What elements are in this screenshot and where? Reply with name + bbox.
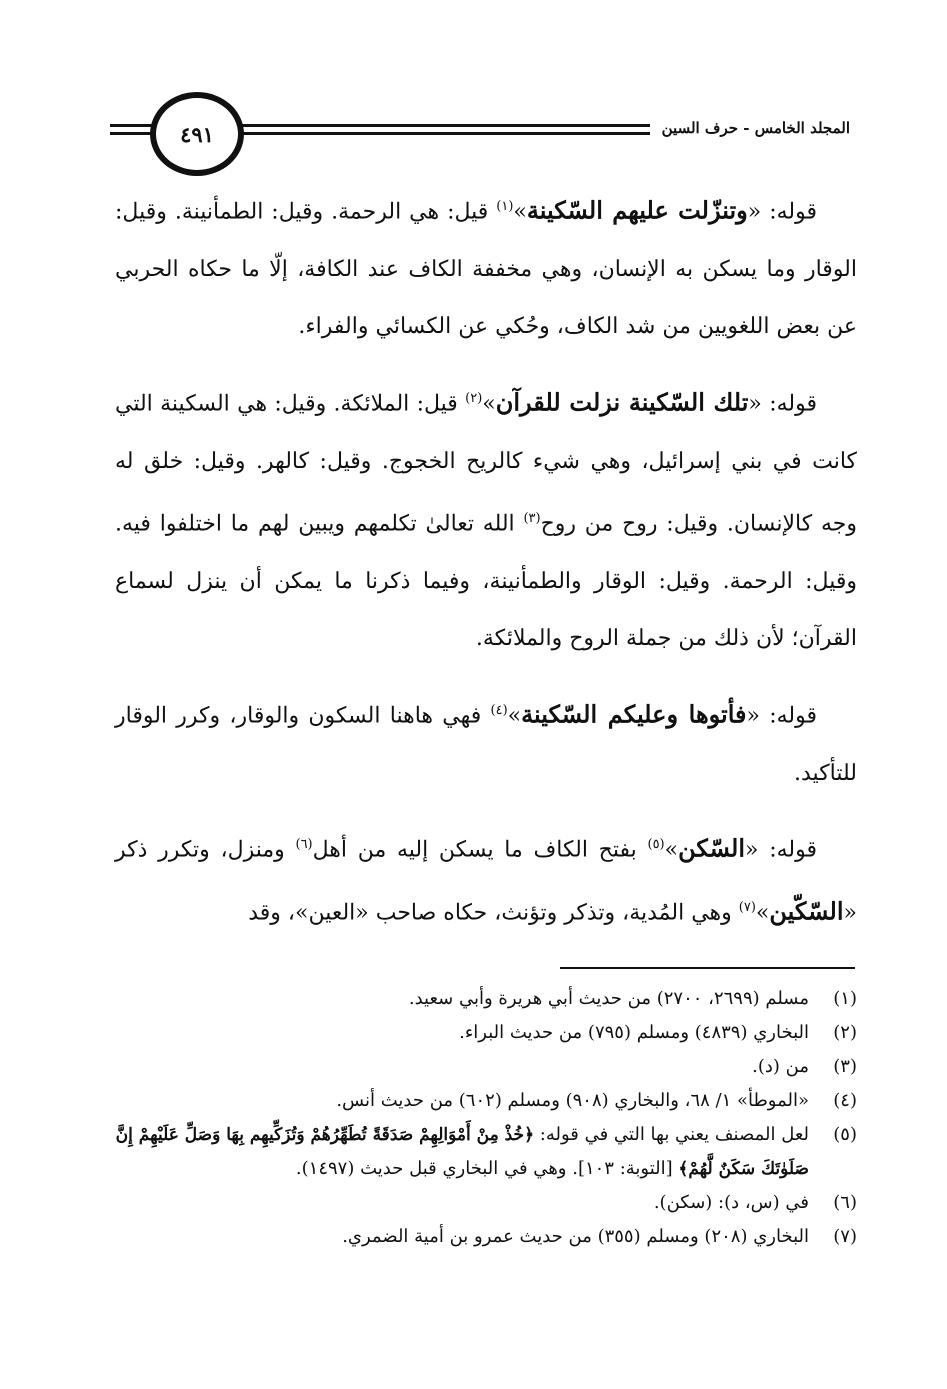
quran-quote: وتنزّلت عليهم السّكينة — [526, 195, 748, 225]
text-run: » — [507, 703, 522, 729]
text-run: » — [664, 837, 679, 863]
text-run: بفتح الكاف ما يسكن إليه من أهل — [312, 837, 648, 863]
footnote-text: «الموطأ» ١/ ٦٨، والبخاري (٩٠٨) ومسلم (٦٠٢) من حديث أنس. — [336, 1090, 809, 1111]
paragraph — [115, 370, 857, 668]
text-run: الله تعالىٰ تكلمهم ويبين لهم ما اختلفوا فيه. وقيل: الرحمة. وقيل: الوقار والطمأنينة، وفيما ذكرنا ما يمكن أن ينزل لسماع القرآن؛ لأن ذلك من جملة الروح والملائكة. — [115, 511, 857, 652]
quran-quote: ﴿خُذْ مِنْ أَمْوَالِهِمْ صَدَقَةً تُطَهِّرُهُمْ وَتُزَكِّيهِم بِهَا وَصَلِّ عَلَيْهِمْ إِنَّ صَلَوٰتَكَ سَكَنٌ لَّهُمْ﴾ — [115, 1125, 809, 1179]
page-number-badge — [150, 92, 244, 176]
footnote-number: (٢) — [833, 1022, 857, 1043]
text-run: ومنزل، وتكرر ذكر « — [115, 837, 857, 926]
text-run: » — [482, 391, 496, 417]
footnote-ref: (٥) — [647, 837, 665, 853]
footnote-number: (٦) — [833, 1192, 857, 1213]
footnote-ref: (٣) — [523, 511, 541, 527]
page-header — [110, 92, 850, 172]
footnote — [115, 1186, 857, 1220]
footnote-number: (٥) — [833, 1124, 857, 1145]
hadith-quote: فأتوها وعليكم السّكينة — [521, 699, 747, 729]
text-run: لعل المصنف يعني بها التي في قوله: — [534, 1124, 809, 1145]
footnote-separator — [560, 967, 855, 969]
footnote-ref: (٤) — [490, 702, 508, 718]
text-run: فهي هاهنا السكون والوقار، وكرر الوقار للتأكيد. — [115, 703, 857, 786]
footnote — [115, 1050, 857, 1084]
footnote-text: مسلم (٢٦٩٩، ٢٧٠٠) من حديث أبي هريرة وأبي سعيد. — [408, 988, 809, 1009]
running-title: المجلد الخامس - حرف السين — [650, 114, 850, 142]
quran-quote: تلك السّكينة نزلت للقرآن — [495, 387, 749, 417]
text-run: » — [755, 900, 770, 926]
footnote-text: البخاري (٢٠٨) ومسلم (٣٥٥) من حديث عمرو بن أمية الضمري. — [342, 1226, 809, 1247]
footnote — [115, 1118, 857, 1186]
footnote-ref: (١) — [496, 199, 514, 214]
footnote-text: من (د). — [752, 1056, 809, 1077]
text-run: [التوبة: ١٠٣]. وهي في البخاري قبل حديث (١٤٩٧). — [295, 1158, 679, 1179]
footnote-ref: (٢) — [465, 390, 483, 406]
text-run: قوله: « — [748, 391, 817, 417]
text-run: » — [513, 199, 527, 225]
footnote-number: (١) — [833, 988, 857, 1009]
footnote-ref: (٧) — [738, 900, 756, 916]
footnotes — [115, 982, 857, 1254]
footnote-number: (٧) — [833, 1226, 857, 1247]
footnote — [115, 1220, 857, 1254]
paragraph — [115, 682, 857, 802]
page-number: ٤٩١ — [180, 121, 214, 147]
text-run: قوله: « — [747, 199, 817, 225]
footnote-number: (٣) — [833, 1056, 857, 1077]
text-run: وهي المُدية، وتذكر وتؤنث، حكاه صاحب «العين»، وقد — [248, 900, 739, 926]
footnote — [115, 982, 857, 1016]
text-run: قوله: « — [745, 837, 817, 863]
footnote-ref: (٦) — [295, 837, 313, 853]
main-text — [115, 178, 857, 956]
footnote — [115, 1016, 857, 1050]
footnote-text: البخاري (٤٨٣٩) ومسلم (٧٩٥) من حديث البراء. — [459, 1022, 809, 1043]
text-run: قوله: « — [746, 703, 818, 729]
term-quote: السّكن — [678, 833, 746, 863]
term-quote: السّكّين — [769, 896, 844, 926]
footnote — [115, 1084, 857, 1118]
paragraph — [115, 816, 857, 942]
text-run: قيل: هي الرحمة. وقيل: الطمأنينة. وقيل: الوقار وما يسكن به الإنسان، وهي مخففة الكاف عند الكافة، إلّا ما حكاه الحربي عن بعض اللغويين من شد الكاف، وحُكي عن الكسائي والفراء. — [115, 199, 857, 340]
footnote-text: في (س، د): (سكن). — [653, 1192, 809, 1213]
paragraph — [115, 178, 857, 356]
footnote-text — [115, 1118, 809, 1186]
footnote-number: (٤) — [833, 1090, 857, 1111]
text-run: قيل: الملائكة. وقيل: هي السكينة التي كانت في بني إسرائيل، وهي شيء كالريح الخجوج. وقيل: كالهر. وقيل: خلق له وجه كالإنسان. وقيل: روح من روح — [115, 391, 857, 537]
